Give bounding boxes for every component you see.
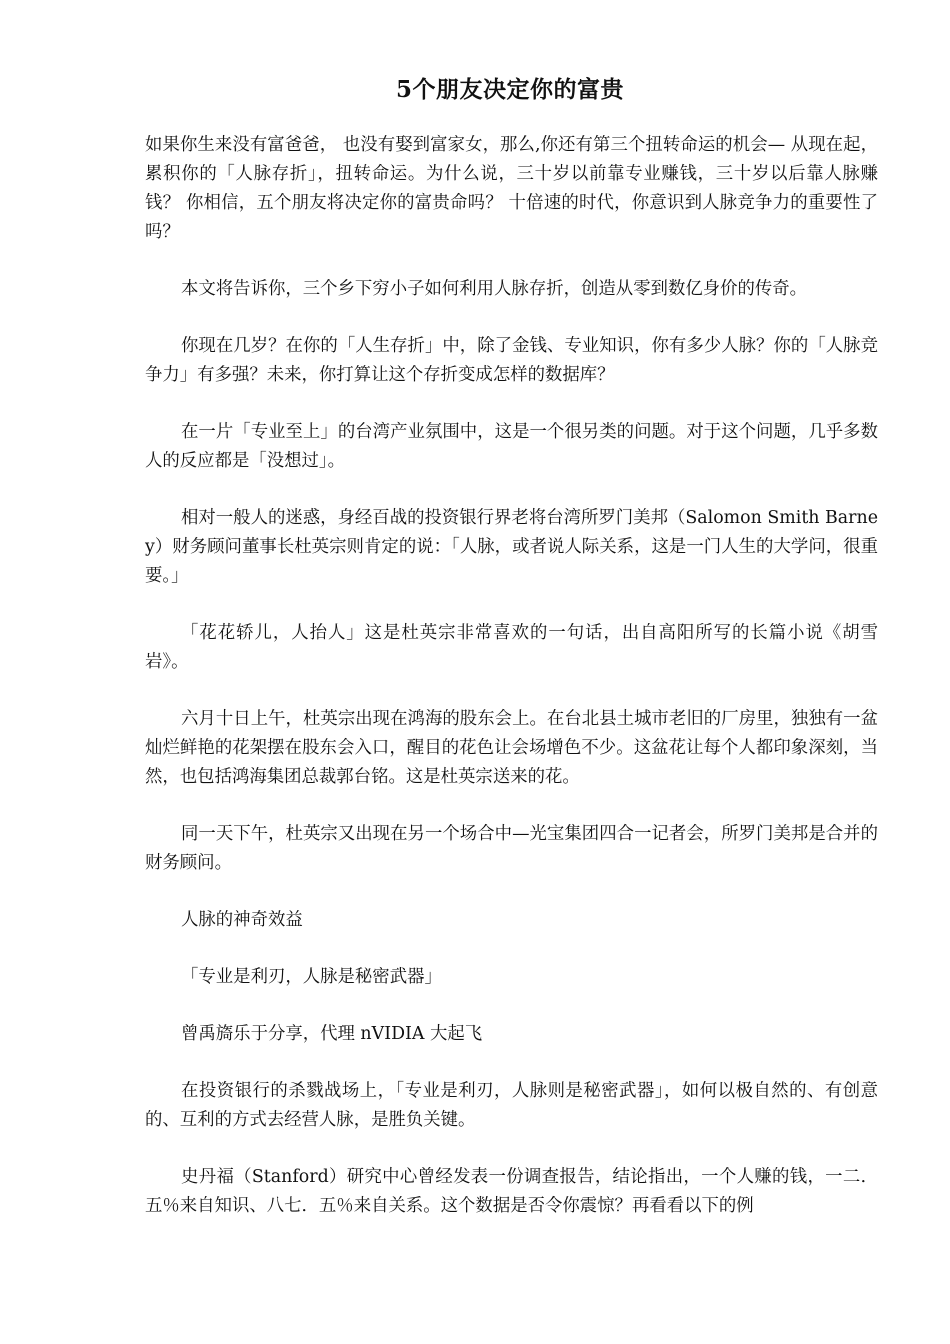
section-subheading: 曾禹旖乐于分享，代理 nVIDIA 大起飞 bbox=[181, 1024, 483, 1044]
section-heading: 人脉的神奇效益 bbox=[181, 910, 303, 930]
paragraph-intro: 如果你生来没有富爸爸， 也没有娶到富家女，那么,你还有第三个扭转命运的机会— 从现在起，累积你的「人脉存折」，扭转命运。为什么说，三十岁以前靠专业赚钱，三十岁以后靠人脉赚钱？ 你相信，五个朋友将决定你的富贵命吗？ 十倍速的时代，你意识到人脉竞争力的重要性了吗？ bbox=[145, 135, 878, 242]
document-body bbox=[145, 131, 878, 1249]
paragraph: 在一片「专业至上」的台湾产业氛围中，这是一个很另类的问题。对于这个问题，几乎多数人的反应都是「没想过」。 bbox=[145, 422, 878, 471]
paragraph: 本文将告诉你，三个乡下穷小子如何利用人脉存折，创造从零到数亿身价的传奇。 bbox=[181, 279, 808, 299]
section-subheading: 「专业是利刃，人脉是秘密武器」 bbox=[181, 967, 442, 987]
paragraph: 在投资银行的杀戮战场上，「专业是利刃，人脉则是秘密武器」，如何以极自然的、有创意的、互利的方式去经营人脉，是胜负关键。 bbox=[145, 1081, 878, 1130]
paragraph: 同一天下午，杜英宗又出现在另一个场合中—光宝集团四合一记者会，所罗门美邦是合并的财务顾问。 bbox=[145, 824, 878, 873]
paragraph: 相对一般人的迷惑，身经百战的投资银行界老将台湾所罗门美邦（Salomon Smith Barney）财务顾问董事长杜英宗则肯定的说：「人脉，或者说人际关系，这是一门人生的大学问，很重要。」 bbox=[145, 508, 878, 586]
paragraph: 「花花轿儿，人抬人」这是杜英宗非常喜欢的一句话，出自高阳所写的长篇小说《胡雪岩》。 bbox=[145, 623, 878, 672]
paragraph: 六月十日上午，杜英宗出现在鸿海的股东会上。在台北县土城市老旧的厂房里，独独有一盆灿烂鲜艳的花架摆在股东会入口，醒目的花色让会场增色不少。这盆花让每个人都印象深刻，当然，也包括鸿海集团总裁郭台铭。这是杜英宗送来的花。 bbox=[145, 709, 878, 787]
paragraph: 你现在几岁？在你的「人生存折」中，除了金钱、专业知识，你有多少人脉？你的「人脉竞争力」有多强？未来，你打算让这个存折变成怎样的数据库？ bbox=[145, 336, 878, 385]
document-title: 5个朋友决定你的富贵 bbox=[395, 76, 624, 103]
paragraph: 史丹福（Stanford）研究中心曾经发表一份调查报告，结论指出，一个人赚的钱，一二．五％来自知识、八七．五％来自关系。这个数据是否令你震惊？再看看以下的例 bbox=[145, 1167, 878, 1216]
